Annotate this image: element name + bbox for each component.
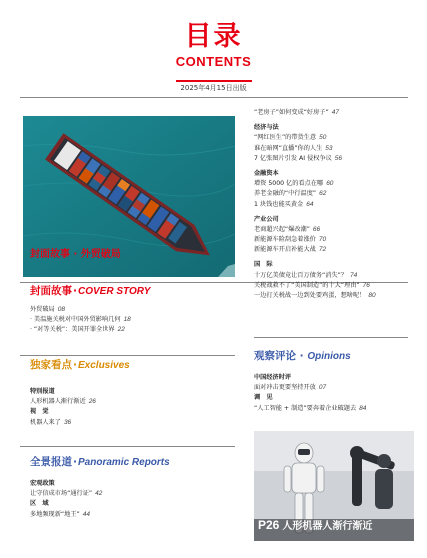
page-subtitle: CONTENTS [175, 54, 252, 69]
list-item-title: 一边打关税战一边到处要鸡蛋，想啥呢！ [254, 292, 366, 299]
list-item-title: 新能源车险刮急着涨价 [254, 236, 316, 244]
list-item-title: 十万亿美债竟让百万债务“消失”？ [254, 271, 348, 279]
category-label: 调 见 [254, 394, 273, 402]
list-item-title: “老房子”如何变成“好房子” [254, 109, 329, 116]
top-divider [20, 97, 408, 98]
cover-story-list [30, 305, 131, 336]
list-item[interactable] [254, 200, 419, 210]
cover-story-en: COVER STORY [78, 286, 151, 297]
exclusives-label: 独家看点 [30, 359, 72, 371]
list-item[interactable]: “人工智能 + 制造”要奔着企业破题去 84 [254, 404, 367, 412]
opinions-label: 观察评论 [254, 350, 296, 362]
category-label: 视 觉 [30, 408, 49, 416]
right-divider-1 [254, 337, 408, 338]
exclusives-en: Exclusives [78, 360, 130, 371]
category-label: 中国经济时评 [254, 374, 292, 381]
list-item-title: 1 块钱也能买黄金 [254, 200, 304, 208]
opinions-en: Opinions [307, 351, 351, 362]
list-item-title: “网红医生”的带货生意 [254, 134, 317, 142]
list-item-title: 养老金融的“中行温度” [254, 190, 317, 198]
list-item-page: 53 [325, 144, 333, 152]
list-item[interactable]: 面对冲击更要坚持开放 07 [254, 384, 327, 392]
robot-page: P26 [258, 518, 280, 532]
left-divider-2 [20, 355, 235, 356]
category-label: 产业公司 [254, 215, 279, 223]
list-item-page: 72 [318, 246, 327, 254]
list-item-page: 80 [368, 292, 376, 299]
category-label: 国 际 [254, 261, 273, 269]
category-label: 经济与法 [254, 124, 279, 132]
opinions-heading: 观察评论 · Opinions [254, 350, 351, 362]
list-item-title: 关税战救不了“美国制造”的十大“理由” [254, 281, 360, 289]
masthead-rule [176, 80, 252, 82]
list-item-page: 74 [350, 271, 358, 279]
list-item-title: 新能源车开启补能大战 [254, 246, 316, 254]
masthead [0, 22, 427, 70]
opinions-list [254, 373, 366, 414]
list-item-page: 60 [326, 180, 334, 188]
list-item-page: 76 [362, 281, 370, 289]
cover-story-label: 封面故事 [30, 285, 72, 297]
left-divider-3 [20, 446, 235, 447]
list-item-page: 70 [318, 236, 327, 244]
list-item[interactable] [254, 245, 419, 255]
panoramic-label: 全景报道 [30, 456, 72, 468]
category-label: 金融资本 [254, 169, 279, 177]
robot-title: 人形机器人渐行渐近 [282, 521, 373, 532]
list-item[interactable]: · “对等关税”：美国开罪全世界 22 [30, 326, 125, 334]
exclusives-list [30, 387, 96, 428]
panoramic-en: Panoramic Reports [78, 457, 170, 468]
list-item-title: 增资 5000 亿的看点在哪 [254, 180, 324, 188]
list-item[interactable]: 让守信成市场“通行证” 42 [30, 490, 103, 498]
list-item[interactable]: 外贸破局 08 [30, 306, 65, 313]
list-item-page: 47 [331, 109, 339, 116]
exclusives-heading: 独家看点·Exclusives [30, 359, 130, 371]
panoramic-heading: 全景报道·Panoramic Reports [30, 456, 170, 468]
list-item[interactable] [254, 271, 419, 281]
issue-date: 2025年4月15日出版 [180, 84, 247, 92]
right-toc [254, 108, 419, 301]
list-item[interactable] [254, 189, 419, 199]
list-item[interactable] [254, 154, 419, 164]
list-item[interactable] [254, 144, 419, 154]
list-item-page: 50 [319, 134, 327, 142]
robot-caption [258, 514, 372, 533]
list-item-title: 谁在暗网“直播”你的人生 [254, 144, 323, 152]
list-item[interactable] [254, 235, 419, 245]
list-item-page: 56 [334, 154, 343, 162]
category-label: 特别报道 [30, 388, 55, 395]
list-item[interactable] [254, 108, 419, 118]
page-title: 目录 [184, 21, 243, 52]
cover-caption: 封面故事 · 外贸破局 [30, 249, 121, 260]
list-item[interactable] [254, 179, 419, 189]
list-item-title: 老商超兴起“爆改潮” [254, 225, 310, 233]
category-label: 区 域 [30, 500, 49, 508]
cover-story-heading: 封面故事·COVER STORY [30, 285, 151, 297]
list-item-title: 7 亿张图片引发 AI 侵权争议 [254, 154, 332, 162]
category-label: 宏观政策 [30, 480, 55, 487]
list-item[interactable]: 多地频现新“地王” 44 [30, 510, 90, 518]
list-item-page: 64 [306, 200, 314, 208]
list-item[interactable] [254, 281, 419, 291]
list-item[interactable]: 人形机器人渐行渐近 26 [30, 398, 96, 406]
list-item-page: 66 [312, 225, 321, 233]
panoramic-list [30, 479, 102, 520]
list-item[interactable] [254, 133, 419, 143]
list-item-page: 62 [319, 190, 327, 198]
list-item[interactable] [254, 225, 419, 235]
list-item[interactable]: · 美温施关税对中国外贸影响几何 18 [30, 316, 131, 324]
list-item[interactable]: 机器人来了 36 [30, 418, 72, 426]
list-item[interactable] [254, 291, 419, 301]
